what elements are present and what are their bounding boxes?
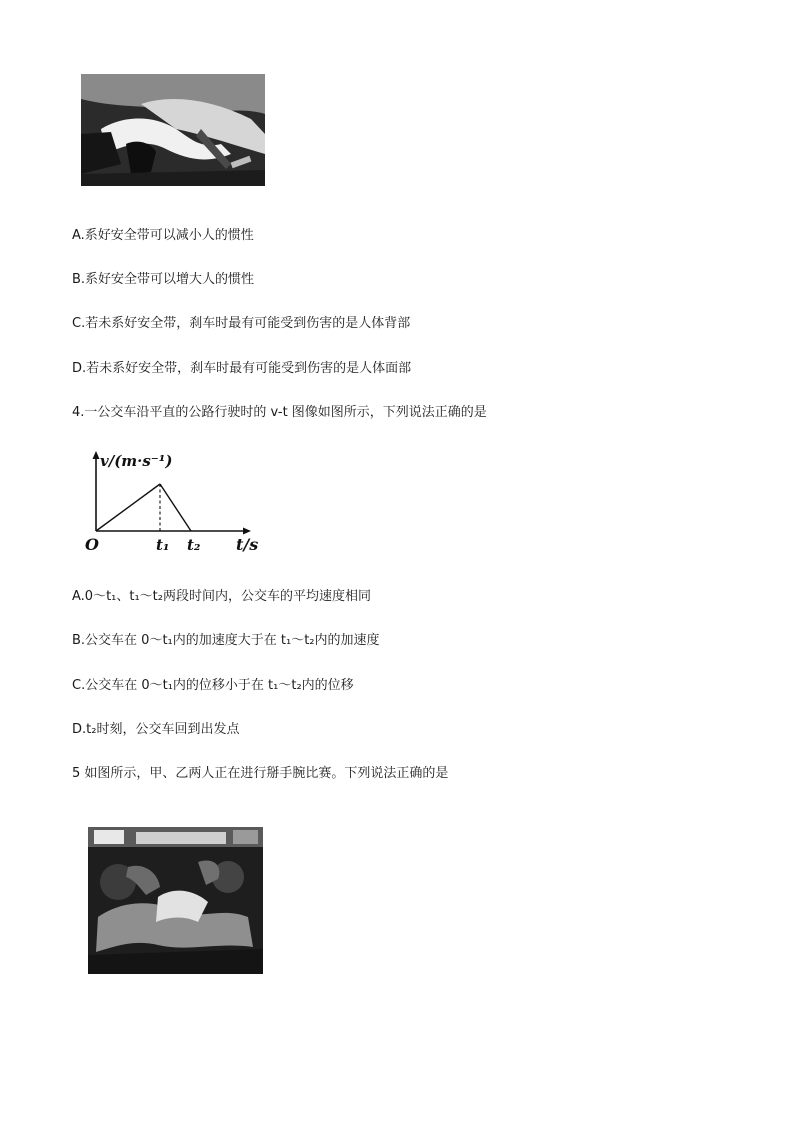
x-axis-label: t/s bbox=[236, 535, 259, 554]
q5-stem: 5 如图所示，甲、乙两人正在进行掰手腕比赛。下列说法正确的是 bbox=[72, 766, 449, 781]
series-segment bbox=[96, 484, 160, 531]
q4-option-b: B.公交车在 0～t₁内的加速度大于在 t₁～t₂内的加速度 bbox=[72, 633, 380, 648]
q3-option-d: D.若未系好安全带，刹车时最有可能受到伤害的是人体面部 bbox=[72, 361, 412, 376]
chart-marks bbox=[96, 484, 201, 554]
q4-stem: 4.一公交车沿平直的公路行驶时的 v-t 图像如图所示，下列说法正确的是 bbox=[72, 405, 487, 420]
x-tick-label: t₁ bbox=[156, 536, 170, 554]
q3-option-c: C.若未系好安全带，刹车时最有可能受到伤害的是人体背部 bbox=[72, 316, 411, 331]
q4-option-c: C.公交车在 0～t₁内的位移小于在 t₁～t₂内的位移 bbox=[72, 678, 354, 693]
series-segment bbox=[160, 484, 191, 531]
q4-option-d: D.t₂时刻，公交车回到出发点 bbox=[72, 722, 240, 737]
q3-option-b: B.系好安全带可以增大人的惯性 bbox=[72, 272, 255, 287]
q4-option-a: A.0～t₁、t₁～t₂两段时间内，公交车的平均速度相同 bbox=[72, 589, 371, 604]
arm-wrestling-photo bbox=[88, 827, 263, 974]
x-tick-label: t₂ bbox=[187, 536, 201, 554]
arm-wrestling-photo-graphic bbox=[88, 827, 263, 974]
y-axis-label: v/(m·s⁻¹) bbox=[100, 452, 173, 470]
y-axis-arrow bbox=[93, 451, 100, 459]
seatbelt-photo-graphic bbox=[81, 74, 265, 186]
origin-label: O bbox=[85, 535, 99, 554]
q3-option-a: A.系好安全带可以减小人的惯性 bbox=[72, 228, 254, 243]
seatbelt-photo bbox=[81, 74, 265, 186]
vt-chart bbox=[84, 449, 270, 557]
x-axis-arrow bbox=[243, 528, 251, 535]
